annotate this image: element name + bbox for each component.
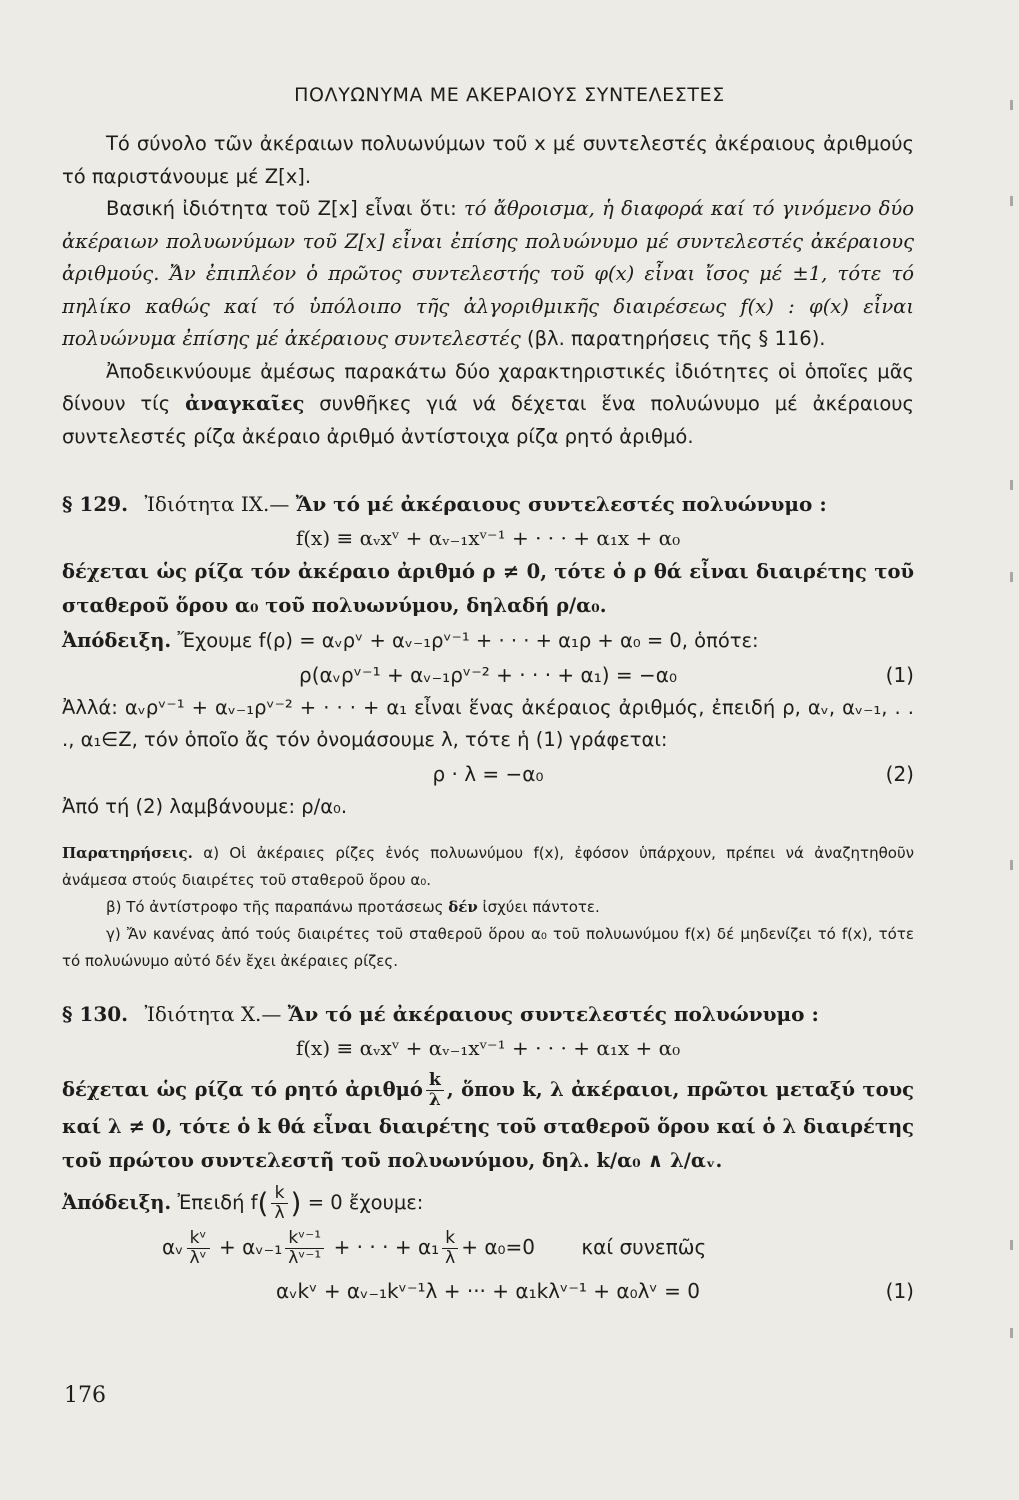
remarks-label: Παρατηρήσεις. xyxy=(62,844,193,862)
proof-130-b: = 0 ἔχουμε: xyxy=(307,1191,424,1214)
eq-b-number: (1) xyxy=(885,1279,914,1303)
proof-fraction-num: k xyxy=(271,1184,287,1204)
section-130 xyxy=(62,998,914,1308)
proof-label-129: Ἀπόδειξη. xyxy=(62,629,172,652)
eq-a-term-3: + · · · + α₁ xyxy=(333,1235,440,1259)
section-130-title: Ἰδιότητα X.— xyxy=(144,1002,282,1026)
intro-p3-b: συνθῆκες γιά νά δέχεται ἕνα πολυώνυμο μέ ἀκέραιους συντελεστές ρίζα ἀκέραιο ἀριθμό ἀντίστοιχα ρίζα ρητό ἀριθμό. xyxy=(62,392,914,448)
remark-c: γ) Ἄν κανένας ἀπό τούς διαιρέτες τοῦ σταθεροῦ ὅρου α₀ τοῦ πολυωνύμου f(x) δέ μηδενίζει τό f(x), τότε τό πολυώνυμο αὐτό δέν ἔχει ἀκέραιες ρίζες. xyxy=(62,925,914,970)
intro-paragraph-3 xyxy=(62,356,914,454)
intro-paragraph-1: Τό σύνολο τῶν ἀκέραιων πολυωνύμων τοῦ x μέ συντελεστές ἀκέραιους ἀριθμούς τό παριστάνουμε μέ Z[x]. xyxy=(62,132,914,188)
section-129-proof-line-3: Ἀπό τή (2) λαμβάνουμε: ρ/α₀. xyxy=(62,794,348,818)
eq-a-frac-3-num: k xyxy=(442,1229,458,1249)
section-129-number: § 129. xyxy=(62,492,129,516)
intro-p2-tail: (βλ. παρατηρήσεις τῆς § 116). xyxy=(520,327,826,350)
margin-mark xyxy=(1010,196,1013,206)
fraction-numerator: k xyxy=(426,1071,444,1091)
equation-2-body: ρ · λ = −α₀ xyxy=(432,761,544,786)
section-130-body-b: , ὅπου k, λ ἀκέραιοι, πρῶτοι μεταξύ τους καί λ ≠ 0, τότε ὁ k θά εἶναι διαιρέτης τοῦ σταθεροῦ ὅρου καί ὁ λ διαιρέτης τοῦ πρώτου συντελεστῆ τοῦ πολυωνύμου, δηλ. k/α₀ ∧ λ/αᵥ. xyxy=(62,1078,915,1172)
remark-a-text: α) Οἱ ἀκέραιες ρίζες ἑνός πολυωνύμου f(x), ἐφόσον ὑπάρχουν, πρέπει νά ἀναζητηθοῦν ἀνάμεσα στούς διαιρέτες τοῦ σταθεροῦ ὅρου α₀. xyxy=(62,844,914,889)
proof-129-text-1: Ἔχουμε f(ρ) = αᵥρᵛ + αᵥ₋₁ρᵛ⁻¹ + · · · + α₁ρ + α₀ = 0, ὁπότε: xyxy=(177,629,759,652)
proof-fraction-den: λ xyxy=(274,1203,285,1223)
section-130-formula: f(x) ≡ αᵥxᵛ + αᵥ₋₁xᵛ⁻¹ + · · · + α₁x + α₀ xyxy=(295,1036,681,1060)
eq-a-frac-1-den: λᵛ xyxy=(189,1248,207,1268)
fraction-denominator: λ xyxy=(428,1090,441,1110)
proof-label-130: Ἀπόδειξη. xyxy=(62,1191,172,1214)
section-129-statement-head: Ἄν τό μέ ἀκέραιους συντελεστές πολυώνυμο : xyxy=(295,492,827,516)
proof-fraction xyxy=(271,1184,287,1223)
section-129-formula: f(x) ≡ αᵥxᵛ + αᵥ₋₁xᵛ⁻¹ + · · · + α₁x + α₀ xyxy=(295,526,681,550)
eq-a-frac-1 xyxy=(187,1229,210,1268)
section-129-title: Ἰδιότητα IX.— xyxy=(144,492,290,516)
intro-p3-bold: ἀναγκαῖες xyxy=(185,392,305,415)
intro-p2-lead: Βασική ἰδιότητα τοῦ Z[x] εἶναι ὅτι: xyxy=(106,197,464,220)
eq-a-frac-1-num: kᵛ xyxy=(187,1229,210,1249)
remarks xyxy=(62,840,914,975)
section-130-statement xyxy=(62,1071,914,1178)
margin-mark xyxy=(1010,480,1013,490)
section-129-proof-line-2: Ἀλλά: αᵥρᵛ⁻¹ + αᵥ₋₁ρᵛ⁻² + · · · + α₁ εἶναι ἕνας ἀκέραιος ἀριθμός, ἐπειδή ρ, αᵥ, αᵥ₋₁, . . ., α₁∈Z, τόν ὁποῖο ἄς τόν ὀνομάσουμε λ, τότε ἡ (1) γράφεται: xyxy=(62,695,914,751)
fraction-k-over-lambda xyxy=(426,1071,444,1110)
remark-b xyxy=(62,894,914,921)
equation-130-a xyxy=(62,1229,914,1268)
remark-b-bold: δέν xyxy=(448,898,478,916)
intro-section xyxy=(62,128,914,453)
running-header: ΠΟΛΥΩΝΥΜΑ ΜΕ ΑΚΕΡΑΙΟΥΣ ΣΥΝΤΕΛΕΣΤΕΣ xyxy=(294,84,725,106)
remark-b-a: β) Τό ἀντίστροφο τῆς παραπάνω προτάσεως xyxy=(106,898,449,916)
section-129-statement: δέχεται ὡς ρίζα τόν ἀκέραιο ἀριθμό ρ ≠ 0, τότε ὁ ρ θά εἶναι διαιρέτης τοῦ σταθεροῦ ὅρου α₀ τοῦ πολυωνύμου, δηλαδή ρ/α₀. xyxy=(62,560,914,617)
equation-2 xyxy=(62,757,914,791)
proof-130-a: Ἐπειδή f xyxy=(177,1191,258,1214)
eq-a-frac-2-num: kᵛ⁻¹ xyxy=(285,1229,324,1249)
margin-mark xyxy=(1010,860,1013,870)
page-number: 176 xyxy=(64,1383,106,1408)
margin-mark xyxy=(1010,100,1013,110)
section-129-proof-line-1 xyxy=(62,625,914,658)
section-129 xyxy=(62,488,914,823)
section-130-statement-head: Ἄν τό μέ ἀκέραιους συντελεστές πολυώνυμο : xyxy=(287,1002,819,1026)
intro-p3-a: Ἀποδεικνύουμε ἀμέσως παρακάτω δύο χαρακτηριστικές ἰδιότητες οἱ ὁποῖες μᾶς δίνουν τίς xyxy=(62,359,914,415)
section-130-body-a: δέχεται ὡς ρίζα τό ρητό ἀριθμό xyxy=(62,1078,423,1101)
section-130-number: § 130. xyxy=(62,1002,129,1026)
margin-mark xyxy=(1010,1328,1013,1338)
eq-a-tail: καί συνεπῶς xyxy=(581,1235,707,1259)
eq-a-term-1: αᵥ xyxy=(162,1235,184,1259)
margin-mark xyxy=(1010,572,1013,582)
equation-2-number: (2) xyxy=(885,761,914,786)
eq-b-body: αᵥkᵛ + αᵥ₋₁kᵛ⁻¹λ + ··· + α₁kλᵛ⁻¹ + α₀λᵛ = 0 xyxy=(276,1279,700,1303)
eq-a-term-4: + α₀=0 xyxy=(461,1235,536,1259)
remark-b-b: ἰσχύει πάντοτε. xyxy=(477,898,600,916)
section-129-heading xyxy=(62,488,914,521)
margin-mark xyxy=(1010,1240,1013,1250)
equation-1 xyxy=(62,658,914,692)
intro-p2-italic: τό ἄθροισμα, ἡ διαφορά καί τό γινόμενο δύο ἀκέραιων πολυωνύμων τοῦ Z[x] εἶναι ἐπίσης πολυώνυμο μέ συντελεστές ἀκέραιους ἀριθμούς. Ἄν ἐπιπλέον ὁ πρῶτος συντελεστής τοῦ φ(x) εἶναι ἴσος μέ ±1, τότε τό πηλίκο καθώς καί τό ὑπόλοιπο τῆς ἀλγοριθμικῆς διαιρέσεως f(x) : φ(x) εἶναι πολυώνυμα ἐπίσης μέ ἀκέραιους συντελεστές xyxy=(62,197,914,350)
equation-1-number: (1) xyxy=(885,662,914,687)
eq-a-frac-3 xyxy=(442,1229,458,1268)
eq-a-term-2: + αᵥ₋₁ xyxy=(219,1235,283,1259)
eq-a-frac-2-den: λᵛ⁻¹ xyxy=(288,1248,322,1268)
remark-a xyxy=(62,840,914,894)
equation-130-b xyxy=(62,1274,914,1308)
eq-a-frac-3-den: λ xyxy=(445,1248,456,1268)
intro-paragraph-2 xyxy=(62,193,914,356)
eq-a-frac-2 xyxy=(285,1229,324,1268)
equation-1-body: ρ(αᵥρᵛ⁻¹ + αᵥ₋₁ρᵛ⁻² + · · · + α₁) = −α₀ xyxy=(299,662,677,687)
section-130-proof-line: Ἀπόδειξη. Ἐπειδή f( $\frac{k}{\lambda}$ ) = 0 ἔχουμε: xyxy=(62,1183,424,1223)
section-130-heading xyxy=(62,998,914,1031)
